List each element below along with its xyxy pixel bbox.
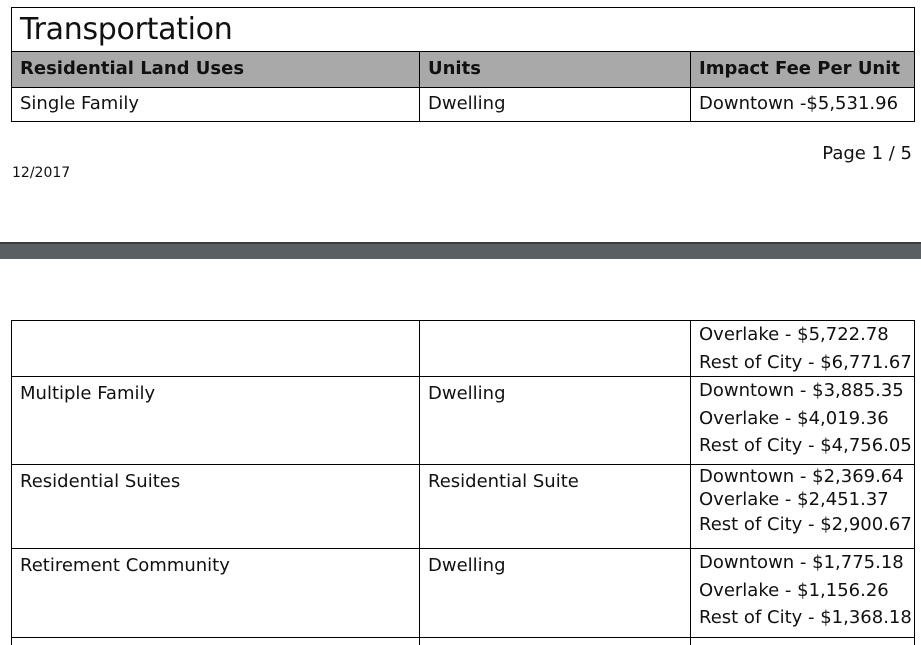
units-cell — [420, 638, 691, 645]
fee-line: Rest of City - $1,368.18 — [699, 607, 912, 628]
land-use-cell: Multiple Family — [12, 377, 420, 465]
footer-date: 12/2017 — [12, 165, 71, 181]
land-use-cell — [12, 638, 420, 645]
page-separator — [0, 242, 921, 259]
page-number: Page 1 / 5 — [822, 143, 912, 164]
table-title: Transportation — [12, 8, 915, 52]
table-row — [12, 321, 915, 377]
fee-line: Overlake - $5,722.78 — [699, 324, 889, 345]
column-header-land-use: Residential Land Uses — [12, 52, 420, 88]
units-cell: Dwelling — [420, 88, 691, 122]
transportation-fee-table — [11, 7, 915, 122]
land-use-cell — [12, 321, 420, 377]
units-cell — [420, 321, 691, 377]
fee-line: Overlake - $1,156.26 — [699, 579, 889, 601]
units-cell: Residential Suite — [420, 465, 691, 549]
fee-cell — [691, 377, 915, 465]
fee-line: Rest of City - $4,756.05 — [699, 435, 912, 456]
column-header-fee: Impact Fee Per Unit — [691, 52, 915, 88]
land-use-cell: Retirement Community — [12, 549, 420, 638]
fee-line: Rest of City - $2,900.67 — [699, 514, 912, 535]
fee-line: Rest of City - $6,771.67 — [699, 351, 912, 373]
land-use-cell: Single Family — [12, 88, 420, 122]
units-cell: Dwelling — [420, 377, 691, 465]
table-row — [12, 88, 915, 122]
fee-cell — [691, 465, 915, 549]
table-row — [12, 465, 915, 549]
fee-line: Downtown - $3,885.35 — [699, 380, 904, 401]
fee-line: Overlake - $4,019.36 — [699, 407, 889, 429]
fee-cell: Downtown -$5,531.96 — [691, 88, 915, 122]
fee-line: Downtown - $2,369.64 — [699, 466, 904, 487]
fee-line: Overlake - $2,451.37 — [699, 489, 889, 510]
table-row — [12, 549, 915, 638]
fee-cell — [691, 321, 915, 377]
column-header-units: Units — [420, 52, 691, 88]
transportation-fee-table-continued — [11, 320, 915, 645]
units-cell: Dwelling — [420, 549, 691, 638]
fee-cell — [691, 549, 915, 638]
fee-line: Downtown - $1,775.18 — [699, 552, 904, 573]
land-use-cell: Residential Suites — [12, 465, 420, 549]
table-row — [12, 638, 915, 645]
fee-cell — [691, 638, 915, 645]
table-row — [12, 377, 915, 465]
